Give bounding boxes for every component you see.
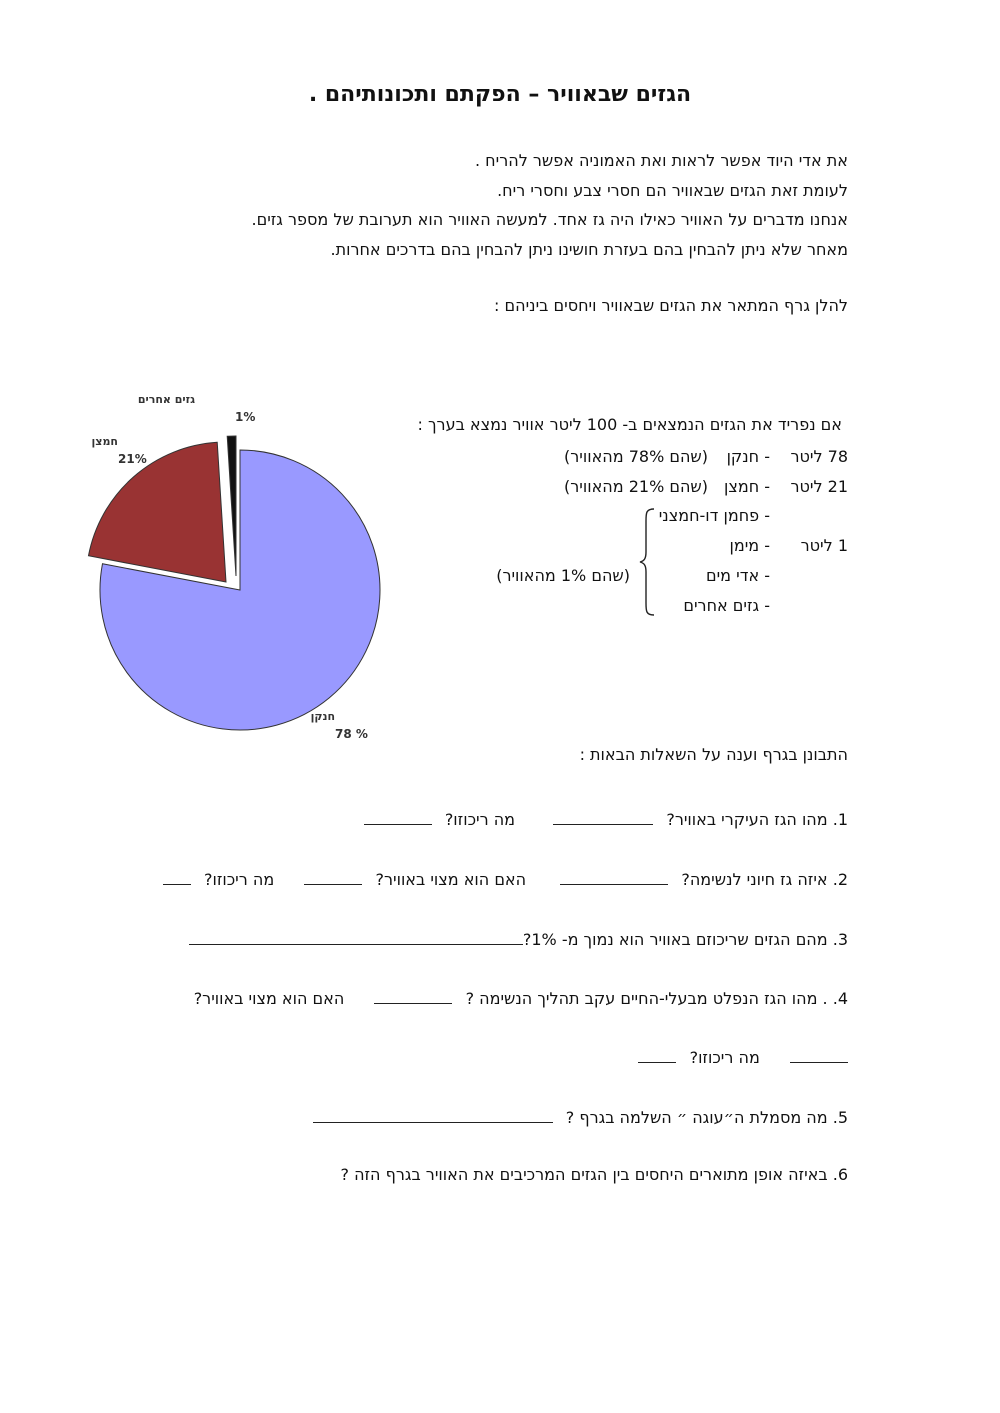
question-5 [313, 1106, 848, 1127]
slice-percent-label: 21% [118, 452, 147, 466]
curly-brace-icon [638, 507, 658, 617]
slice-oxygen [88, 442, 226, 582]
answer-blank[interactable] [364, 808, 432, 825]
legend-row-nitrogen-pct: (שהם 78% מהאוויר) [564, 447, 708, 466]
questions-intro: התבונן בגרף וענה על השאלות הבאות : [579, 745, 848, 764]
answer-blank[interactable] [790, 1046, 848, 1063]
intro-line: את אדי היוד אפשר לראות ואת האמוניה אפשר להריח . [475, 151, 848, 170]
question-number: 1. [832, 810, 848, 829]
question-number: 2. [832, 870, 848, 889]
question-text: האם הוא מצוי באוויר? [193, 989, 345, 1008]
question-text: מה ריכוזו? [203, 870, 275, 889]
legend-row-nitrogen-gas: - חנקן [726, 447, 770, 466]
question-4 [194, 987, 848, 1008]
answer-blank[interactable] [304, 868, 362, 885]
slice-label: חמצן [91, 435, 118, 448]
slice-percent-label: 1% [235, 410, 256, 424]
answer-blank[interactable] [313, 1106, 553, 1123]
question-number: 5. [832, 1108, 848, 1127]
legend-row-oxygen-pct: (שהם 21% מהאוויר) [564, 477, 708, 496]
slice-label: חנקן [310, 710, 335, 723]
legend-group-item: - אדי מים [705, 566, 770, 585]
legend-row-nitrogen-amount: 78 ליטר [790, 447, 848, 466]
answer-blank[interactable] [553, 808, 653, 825]
composition-legend [328, 415, 848, 625]
slice-label: גזים אחרים [137, 393, 195, 406]
intro-paragraph [148, 146, 848, 264]
question-text: איזה גז חיוני לנשימה? [681, 870, 828, 889]
question-text: האם הוא מצוי באוויר? [375, 870, 527, 889]
intro-line: אנחנו מדברים על האוויר כאילו היה גז אחד. למעשה האוויר הוא תערובת של מספר גזים. [251, 210, 848, 229]
question-text: מה מסמלת ה״עוגה ״ השלמה בגרף ? [565, 1108, 828, 1127]
question-number: 3. [832, 930, 848, 949]
answer-blank[interactable] [163, 868, 191, 885]
answer-blank[interactable] [560, 868, 668, 885]
question-text: מה ריכוזו? [444, 810, 516, 829]
question-text: מה ריכוזו? [689, 1048, 760, 1067]
legend-group-amount: 1 ליטר [800, 536, 848, 555]
answer-blank[interactable] [638, 1046, 676, 1063]
answer-blank[interactable] [189, 928, 523, 945]
question-6 [340, 1165, 848, 1184]
legend-group-pct: (שהם 1% מהאוויר) [496, 566, 630, 585]
legend-group-item: - גזים אחרים [683, 596, 770, 615]
legend-group-item: - פחמן דו-חמצני [658, 506, 770, 525]
question-text: . מהו הגז הנפלט מבעלי-החיים עקב תהליך הנשימה ? [465, 989, 828, 1008]
legend-group-item: - מימן [729, 536, 770, 555]
answer-blank[interactable] [374, 987, 452, 1004]
question-3 [189, 928, 848, 949]
graph-intro: להלן גרף המתאר את הגזים שבאוויר ויחסים ביניהם : [494, 296, 848, 315]
intro-line: לעומת זאת הגזים שבאוויר הם חסרי צבע וחסרי ריח. [497, 180, 848, 200]
legend-row-oxygen-amount: 21 ליטר [790, 477, 848, 496]
slice-percent-label: 78 % [335, 727, 368, 741]
question-1 [364, 808, 848, 829]
slice-other-gases [227, 436, 236, 576]
question-2 [163, 868, 848, 889]
page-title: הגזים שבאוויר – הפקתם ותכונותיהם . [308, 82, 692, 107]
question-4-continued [638, 1046, 848, 1067]
question-number: 4. [832, 989, 848, 1008]
question-number: 6. [832, 1165, 848, 1184]
question-text: מהם הגזים שריכוזם באוויר הוא נמוך מ- 1%? [522, 930, 828, 949]
legend-row-oxygen-gas: - חמצן [723, 477, 770, 496]
intro-line: מאחר שלא ניתן להבחין בהם בעזרת חושינו ניתן להבחין בהם בדרכים אחרות. [330, 239, 848, 259]
question-text: מהו הגז העיקרי באוויר? [666, 810, 828, 829]
legend-heading: אם נפריד את הגזים הנמצאים ב- 100 ליטר אוויר נמצא בערך : [417, 415, 842, 434]
question-text: באיזה אופן מתוארים היחסים בין הגזים המרכיבים את האוויר בגרף הזה ? [340, 1165, 828, 1184]
